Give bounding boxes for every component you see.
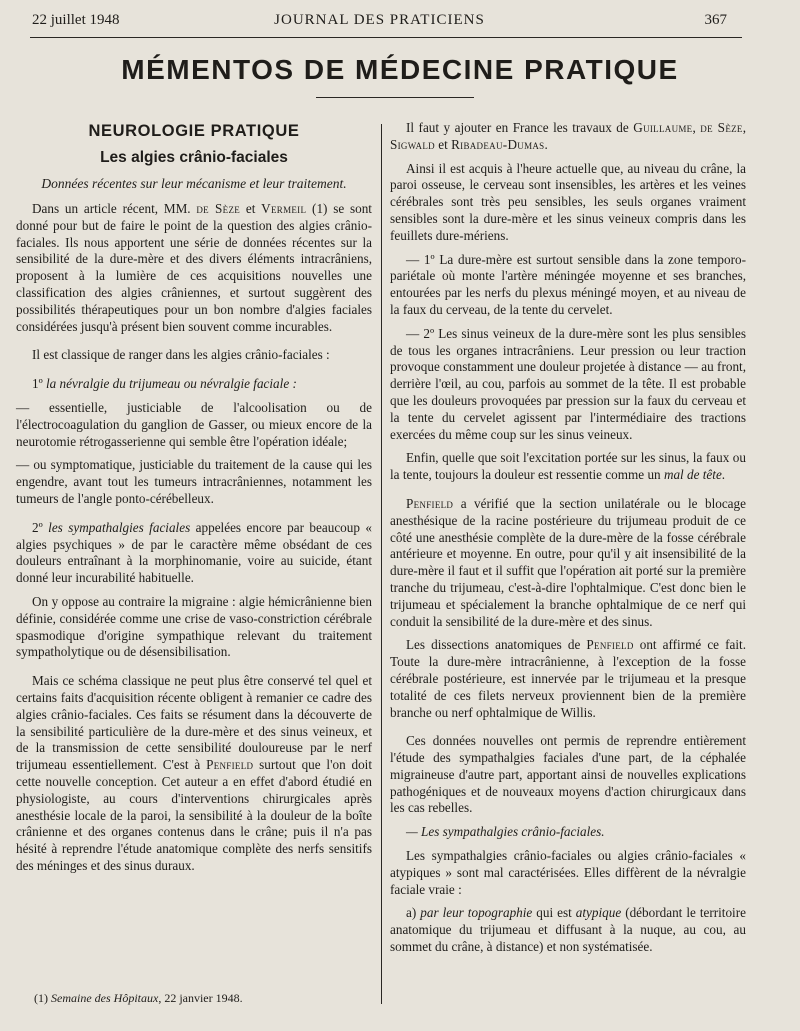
footnote: (1) Semaine des Hôpitaux, 22 janvier 1948. [34, 991, 243, 1005]
paragraph: Ces données nouvelles ont permis de reprendre entièrement l'étude des sympathalgies faciales d'une part, de la céphalée migraineuse d'autre part, apportant ainsi de nouvelles explications pathogéniques et de nouveaux moyens d'action chirurgicaux dans les cas rebelles. [390, 733, 746, 816]
paragraph: 1º la névralgie du trijumeau ou névralgie faciale : [32, 376, 297, 392]
header-rule [30, 37, 742, 38]
header-page-number: 367 [704, 12, 727, 28]
section-title: NEUROLOGIE PRATIQUE [88, 122, 300, 140]
paragraph: On y oppose au contraire la migraine : algie hémicrânienne bien définie, considérée comme une crise de vaso-constriction cérébrale spasmodique d'origine sympathique relevant du traitement sympatholytique ou de désensibilisation. [16, 593, 372, 660]
column-divider [381, 124, 382, 1004]
header-journal-name: JOURNAL DES PRATICIENS [274, 12, 485, 28]
article-title: Les algies crânio-faciales [100, 149, 288, 166]
running-header [32, 12, 727, 34]
paragraph: — 1º La dure-mère est surtout sensible dans la zone temporo-pariétale où monte l'artère méningée moyenne et ses branches, entourées par les nerfs du plexus méningé moyen, et au niveau de la faux du cerveau, de la tente du cervelet. [390, 251, 746, 317]
paragraph: 2º les sympathalgies faciales appelées encore par beaucoup « algies psychiques » de par le caractère même obsédant de ces douleurs entraînant à la morphinomanie, voire au suicide, étant donné leur incurabilité habituelle. [16, 519, 373, 586]
paragraph: a) par leur topographie qui est atypique (débordant le territoire anatomique du trijumeau et diffusant à la nuque, au cou, au sommet du crâne, à distance) et non systématisée. [390, 905, 746, 955]
article-subtitle: Données récentes sur leur mécanisme et leur traitement. [41, 176, 347, 191]
paragraph: Les sympathalgies crânio-faciales ou algies crânio-faciales « atypiques » sont mal caractérisées. Elles diffèrent de la névralgie faciale vraie : [390, 848, 746, 897]
paragraph: Ainsi il est acquis à l'heure actuelle que, au niveau du crâne, la paroi osseuse, le cerveau sont insensibles, les artères et les veines cérébrales sont très peu sensibles, les seuls organes vraiment sensibles sont la dure-mère et les sinus veineux compris dans les feuillets dure-mériens. [390, 160, 746, 243]
subheading: — Les sympathalgies crânio-faciales. [406, 824, 605, 840]
header-date: 22 juillet 1948 [32, 12, 120, 28]
paragraph: Il est classique de ranger dans les algies crânio-faciales : [32, 347, 330, 363]
paragraph: Dans un article récent, MM. de Sèze et Vermeil (1) se sont donné pour but de faire le point de la question des algies crânio-faciales. Ils nous apportent une série de données récentes sur la sensibilité de la dure-mère et des divers éléments intracrâniens, proposent à la lumière de ces acquisitions nouvelles une classification des algies crâniennes, et surtout suggèrent des possibilités thérapeutiques pour un bon nombre d'algies faciales considérées jusqu'à présent bien souvent comme incurables. [16, 201, 372, 334]
paragraph: Enfin, quelle que soit l'excitation portée sur les sinus, la faux ou la tente, toujours la douleur est ressentie comme un mal de tête. [390, 450, 746, 483]
main-title: MÉMENTOS DE MÉDECINE PRATIQUE [121, 54, 679, 85]
paragraph: — essentielle, justiciable de l'alcoolisation ou de l'électrocoagulation du ganglion de Gasser, ou mieux encore de la neurotomie rétrogasserienne qui semble être l'opération idéale; [16, 399, 372, 449]
paragraph: — ou symptomatique, justiciable du traitement de la cause qui les engendre, avant tout les tumeurs intracrâniennes, notamment les tumeurs de l'angle ponto-cérébelleux. [16, 457, 372, 506]
right-column [390, 120, 746, 963]
left-column [16, 120, 372, 882]
paragraph: Les dissections anatomiques de Penfield ont affirmé ce fait. Toute la dure-mère intracrânienne, à l'exception de la fosse cérébrale postérieure, est innervée par le trijumeau et la presque totalité de ces filets nerveux proviennent bien de la première branche ou nerf ophtalmique de Willis. [390, 637, 746, 720]
paragraph: — 2º Les sinus veineux de la dure-mère sont les plus sensibles de tous les organes intracrâniens. Leur pression ou leur traction provoque constamment une douleur projetée à distance — au front, derrière l'œil, au cou, parfois au sommet de la tête. Il est probable que les douleurs provoquées par pression sur la faux du cerveau et la tente du cervelet agissent par l'intermédiaire des tractions exercées du même coup sur les sinus veineux. [390, 325, 746, 442]
title-rule [316, 97, 474, 98]
paragraph: Il faut y ajouter en France les travaux de Guillaume, de Sèze, Sigwald et Ribadeau-Dumas. [390, 120, 747, 152]
paragraph: Penfield a vérifié que la section unilatérale ou le blocage anesthésique de la racine postérieure du trijumeau produit de ce côté une anesthésie complète de la dure-mère de la fosse cérébrale antérieure et moyenne. En outre, pour qu'il y ait insensibilité de la dure-mère il faut et il suffit que l'opération ait porté sur la première tranche du trijumeau, c'est-à-dire l'ophtalmique. C'est donc bien le trijumeau et spécialement la branche ophtalmique de ce nerf qui conduit la sensibilité de la dure-mère et des sinus. [390, 495, 746, 629]
paragraph: Mais ce schéma classique ne peut plus être conservé tel quel et certains faits d'acquisition récente obligent à remanier ce cadre des algies crânio-faciales. Ces faits se résument dans la découverte de la sensibilité particulière de la dure-mère et des sinus veineux, et de la transmission de cette sensibilité douloureuse par le nerf trijumeau essentiellement. C'est à Penfield surtout que l'on doit cette nouvelle conception. Cet auteur a en effet d'abord étudié en physiologiste, au cours d'interventions chirurgicales après anesthésie locale de la paroi, la sensibilité à la douleur de la boîte crânienne et des organes contenus dans le crâne; puis il n'a pas hésité à reprendre l'étude anatomique complète des nerfs sensitifs des méninges et des sinus duraux. [16, 673, 372, 873]
